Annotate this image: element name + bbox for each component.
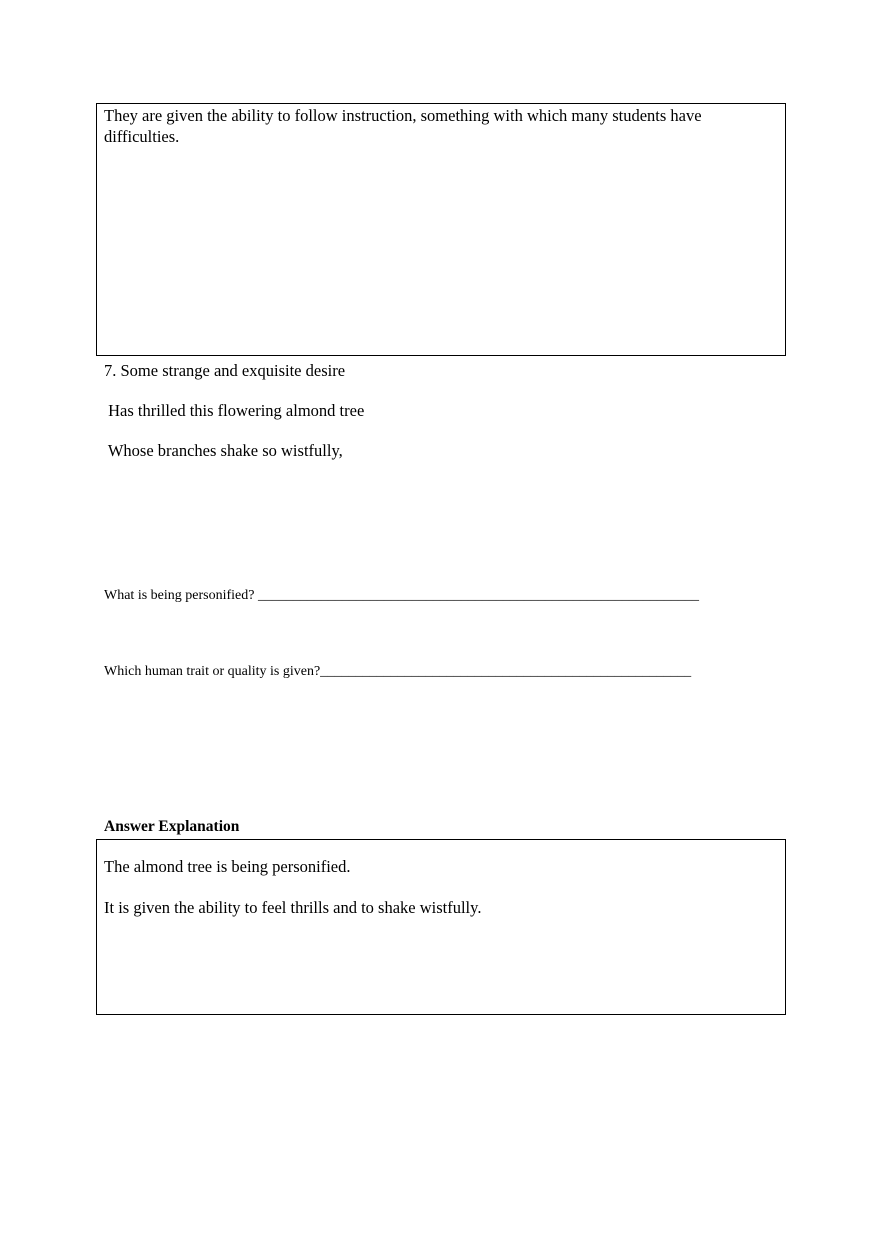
personified-question: What is being personified? _______________________________________________________________ [104, 588, 699, 603]
answer-line: The almond tree is being personified. [104, 857, 351, 876]
answer-explanation-box [96, 839, 786, 1015]
answer-line: It is given the ability to feel thrills and to shake wistfully. [104, 898, 482, 917]
poem-line: Whose branches shake so wistfully, [104, 441, 343, 460]
previous-answer-text: They are given the ability to follow instruction, something with which many students have difficulties. [104, 106, 702, 146]
question-number-line: 7. Some strange and exquisite desire [104, 361, 346, 380]
human-trait-question: Which human trait or quality is given?_____________________________________________________ [104, 664, 692, 679]
answer-explanation-heading: Answer Explanation [104, 818, 240, 835]
previous-answer-box [96, 103, 786, 356]
poem-line: Has thrilled this flowering almond tree [104, 401, 365, 420]
